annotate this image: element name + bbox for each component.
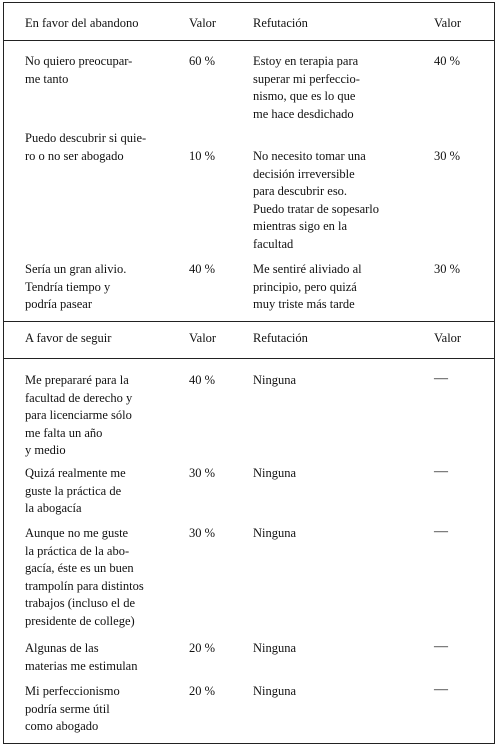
argument-cell: Mi perfeccionismo podría serme útil como abogado	[25, 684, 120, 733]
header-refutacion: Refutación	[253, 16, 308, 30]
refutation-value-cell: —	[434, 524, 448, 539]
header-favor-seguir: A favor de seguir	[25, 331, 112, 345]
refutation-cell: Ninguna	[253, 373, 297, 387]
refutation-cell: Ninguna	[253, 684, 297, 698]
header-favor-abandono: En favor del abandono	[25, 16, 139, 30]
argument-cell: Quizá realmente me guste la práctica de la abogacía	[25, 466, 126, 515]
header-rule	[4, 358, 494, 359]
value-cell: 20 %	[189, 641, 216, 655]
refutation-cell: No necesito tomar una decisión irreversible para descubrir eso. Puedo tratar de sopesarlo mientras sigo en la facultad	[253, 149, 380, 251]
argument-cell: Algunas de las materias me estimulan	[25, 641, 138, 673]
refutation-value-cell: 30 %	[434, 262, 461, 276]
refutation-cell: Ninguna	[253, 466, 297, 480]
header-refutacion: Refutación	[253, 331, 308, 345]
argument-cell: Puedo descubrir si quie- ro o no ser abogado	[25, 131, 147, 163]
value-cell: 20 %	[189, 684, 216, 698]
header-valor: Valor	[189, 331, 217, 345]
argument-cell: Aunque no me guste la práctica de la abo- gacía, éste es un buen trampolín para distintos trabajos (incluso el de presidente de college)	[25, 526, 144, 628]
refutation-value-cell: —	[434, 371, 448, 386]
refutation-cell: Estoy en terapia para superar mi perfeccio- nismo, que es lo que me hace desdichado	[253, 54, 360, 121]
cost-benefit-table	[3, 2, 495, 744]
value-cell: 10 %	[189, 149, 216, 163]
argument-cell: Me prepararé para la facultad de derecho y para licenciarme sólo me falta un año y medio	[25, 373, 133, 457]
value-cell: 40 %	[189, 373, 216, 387]
refutation-value-cell: 30 %	[434, 149, 461, 163]
header-valor-refutacion: Valor	[434, 331, 462, 345]
refutation-value-cell: —	[434, 682, 448, 697]
refutation-value-cell: —	[434, 639, 448, 654]
refutation-cell: Ninguna	[253, 641, 297, 655]
refutation-value-cell: —	[434, 464, 448, 479]
refutation-value-cell: 40 %	[434, 54, 461, 68]
argument-cell: No quiero preocupar- me tanto	[25, 54, 133, 86]
header-rule	[4, 40, 494, 41]
value-cell: 40 %	[189, 262, 216, 276]
value-cell: 30 %	[189, 526, 216, 540]
refutation-cell: Me sentiré aliviado al principio, pero quizá muy triste más tarde	[253, 262, 362, 311]
header-valor-refutacion: Valor	[434, 16, 462, 30]
refutation-cell: Ninguna	[253, 526, 297, 540]
section-divider	[4, 321, 494, 322]
argument-cell: Sería un gran alivio. Tendría tiempo y podría pasear	[25, 262, 127, 311]
value-cell: 30 %	[189, 466, 216, 480]
header-valor: Valor	[189, 16, 217, 30]
value-cell: 60 %	[189, 54, 216, 68]
